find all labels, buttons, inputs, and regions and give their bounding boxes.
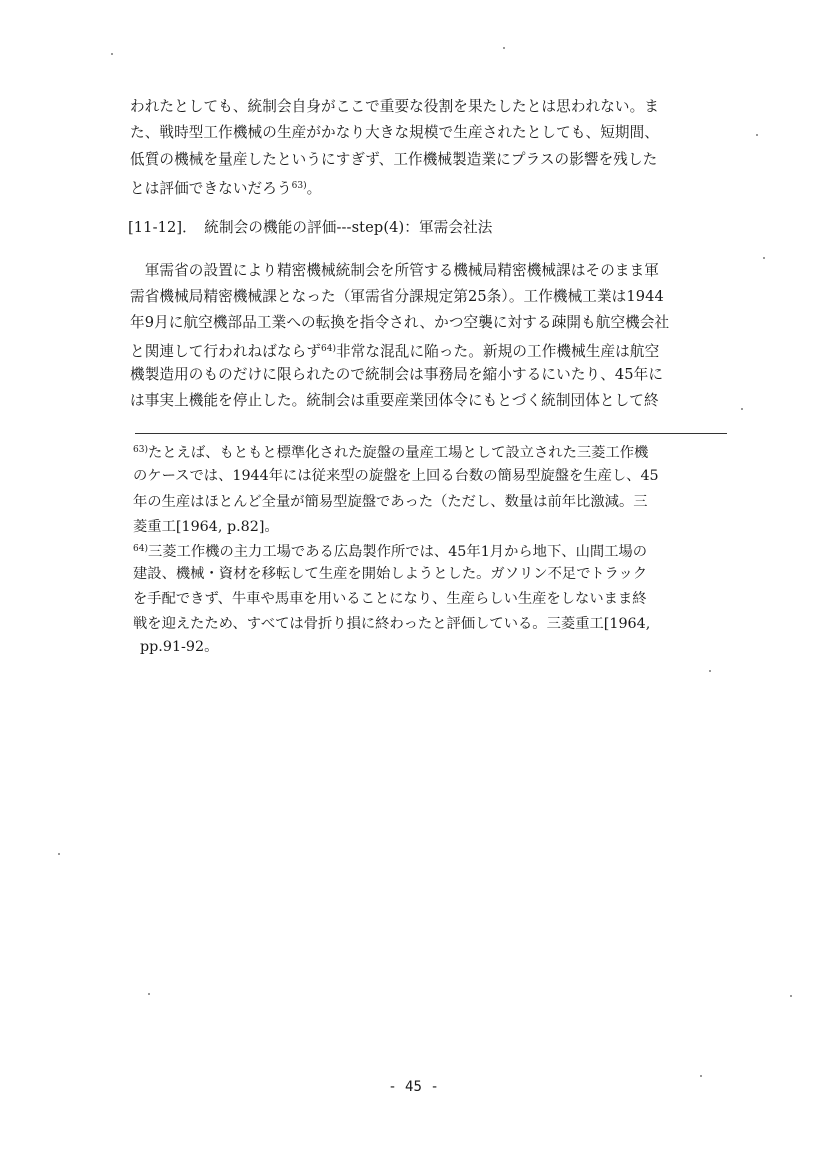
- footnote64-line1: [133, 539, 723, 562]
- footnote63-mark: 63): [133, 445, 148, 455]
- footnote63-line1: [133, 440, 723, 463]
- footnote-separator: [135, 433, 727, 434]
- footnote64-line5: pp.91-92。: [140, 639, 219, 655]
- scan-speck: [111, 53, 113, 55]
- paragraph2-line2: 需省機械局精密機械課となった（軍需省分課規定第25条）。工作機械工業は1944: [130, 288, 664, 305]
- paragraph2-line6: は事実上機能を停止した。統制会は重要産業団体令にもとづく統制団体として終: [130, 392, 659, 409]
- footnote63-line3: 年の生産はほとんど全量が簡易型旋盤であった（ただし、数量は前年比激減。三: [133, 494, 648, 510]
- paragraph2-line3: 年9月に航空機部品工業への転換を指令され、かつ空襲に対する疎開も航空機会社: [130, 314, 670, 331]
- scan-speck: [763, 257, 765, 259]
- footnote64-line4: 戦を迎えたため、すべては骨折り損に終わったと評価している。三菱重工[1964,: [133, 616, 651, 632]
- footnote64-line2: 建設、機械・資材を移転して生産を開始しようとした。ガソリン不足でトラック: [133, 566, 648, 582]
- section-heading: [11-12]． 統制会の機能の評価---step(4)：軍需会社法: [128, 219, 493, 236]
- footnote63-line1-text: たとえば、もともと標準化された旋盤の量産工場として設立された三菱工作機: [147, 445, 649, 461]
- paragraph1-line4-text: とは評価できないだろう: [130, 180, 292, 197]
- paragraph1-line2: た、戦時型工作機械の生産がかなり大きな規模で生産されたとしても、短期間、: [130, 124, 659, 141]
- footnote63-line2: のケースでは、1944年には従来型の旋盤を上回る台数の簡易型旋盤を生産し、45: [133, 468, 659, 484]
- paragraph2-line1: 軍需省の設置により精密機械統制会を所管する機械局精密機械課はそのまま軍: [130, 262, 659, 279]
- scan-speck: [148, 993, 150, 995]
- scan-speck: [503, 47, 505, 49]
- page-number: - 45 -: [388, 1079, 439, 1095]
- paragraph1-line4-end: 。: [306, 180, 322, 197]
- footnote64-line1-text: 三菱工作機の主力工場である広島製作所では、45年1月から地下、山間工場の: [147, 544, 648, 560]
- paragraph2-line5: 機製造用のものだけに限られたので統制会は事務局を縮小するにいたり、45年に: [130, 366, 664, 383]
- footnote-ref-63: 63): [291, 181, 307, 191]
- paragraph2-line4-text: と関連して行われねばならず: [130, 343, 322, 360]
- footnote-ref-64: 64): [321, 344, 336, 354]
- scan-speck: [756, 134, 758, 136]
- paragraph1-line3: 低質の機械を量産したというにすぎず、工作機械製造業にプラスの影響を残した: [130, 151, 658, 168]
- footnote64-mark: 64): [133, 544, 148, 554]
- scan-speck: [790, 995, 792, 997]
- paragraph2-line4: [130, 339, 720, 362]
- paragraph2-line4-end: 非常な混乱に陥った。新規の工作機械生産は航空: [336, 343, 660, 360]
- paragraph1-line1: われたとしても、統制会自身がここで重要な役割を果たしたとは思われない。ま: [130, 98, 659, 115]
- paragraph1-line4: [130, 176, 720, 199]
- scan-speck: [709, 670, 711, 672]
- scan-speck: [741, 408, 743, 410]
- scan-speck: [700, 1075, 702, 1077]
- scan-speck: [58, 853, 60, 855]
- footnote64-line3: を手配できず、牛車や馬車を用いることになり、生産らしい生産をしないまま終: [133, 591, 647, 607]
- footnote63-line4: 菱重工[1964, p.82]。: [133, 519, 279, 535]
